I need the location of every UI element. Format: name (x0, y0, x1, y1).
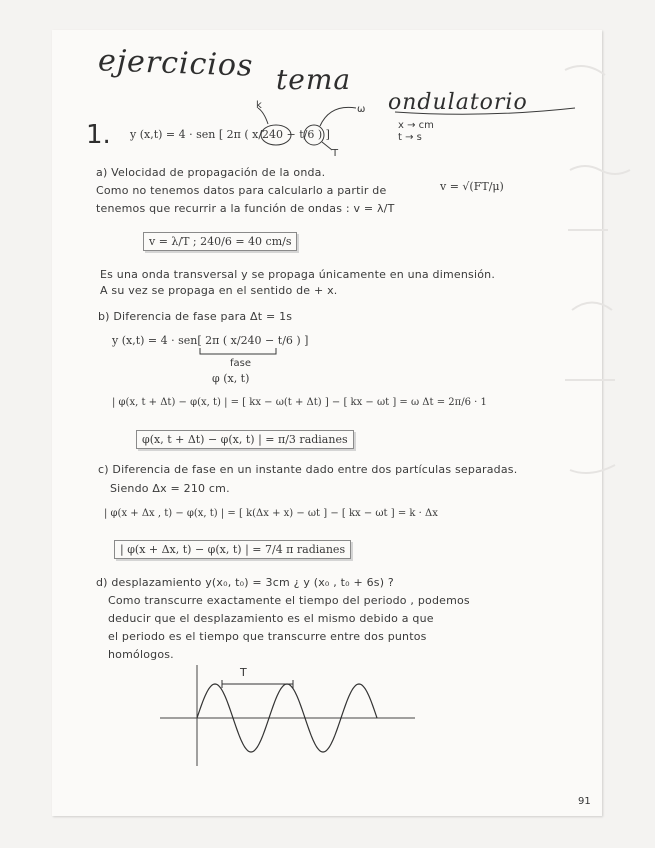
annotation-omega: ω (357, 104, 366, 115)
title-ejercicios: ejercicios (97, 43, 254, 84)
part-c-result-box: | φ(x + Δx, t) − φ(x, t) | = 7/4 π radianes (114, 540, 351, 559)
part-a-line3: Es una onda transversal y se propaga únicamente en una dimensión. (100, 268, 496, 281)
part-b-heading: b) Diferencia de fase para Δt = 1s (98, 310, 293, 323)
part-d-line4: homólogos. (108, 648, 174, 661)
units-x: x → cm (398, 120, 434, 131)
units-t: t → s (398, 132, 422, 143)
part-c-eq1: | φ(x + Δx , t) − φ(x, t) | = [ k(Δx + x) − ωt ] − [ kx − ωt ] = k · Δx (104, 508, 438, 519)
part-d-line1: Como transcurre exactamente el tiempo del periodo , podemos (108, 594, 470, 607)
part-b-eq2: | φ(x, t + Δt) − φ(x, t) | = [ kx − ω(t + Δt) ] − [ kx − ωt ] = ω Δt = 2π/6 · 1 (112, 397, 487, 408)
part-b-fase-label: fase (230, 358, 252, 369)
part-d-line3: el periodo es el tiempo que transcurre entre dos puntos (108, 630, 427, 643)
period-label: T (240, 666, 247, 679)
part-b-eq1: y (x,t) = 4 · sen[ 2π ( x/240 − t/6 ) ] (112, 334, 309, 347)
part-d-heading: d) desplazamiento y(x₀, t₀) = 3cm ¿ y (x₀ , t₀ + 6s) ? (96, 576, 394, 589)
part-c-heading: c) Diferencia de fase en un instante dado entre dos partículas separadas. (98, 463, 518, 476)
part-a-line1: Como no tenemos datos para calcularlo a partir de (96, 184, 387, 197)
title-tema: tema (276, 63, 352, 96)
annotation-T: T (332, 148, 339, 159)
part-a-result-box: v = λ/T ; 240/6 = 40 cm/s (143, 232, 297, 251)
part-a-line2: tenemos que recurrir a la función de ondas : v = λ/T (96, 202, 395, 215)
exercise-number: 1. (86, 120, 111, 150)
part-b-result-box: φ(x, t + Δt) − φ(x, t) | = π/3 radianes (136, 430, 354, 449)
part-a-line4: A su vez se propaga en el sentido de + x. (100, 284, 338, 297)
wave-equation: y (x,t) = 4 · sen [ 2π ( x/240 − t/6 ) ] (130, 128, 330, 141)
part-a-formula: v = √(FT/μ) (440, 180, 504, 193)
part-c-line1: Siendo Δx = 210 cm. (110, 482, 230, 495)
page-number: 91 (578, 796, 591, 807)
annotation-k: k (256, 100, 262, 111)
title-ondulatorio: ondulatorio (388, 90, 528, 115)
part-a-heading: a) Velocidad de propagación de la onda. (96, 166, 326, 179)
part-d-line2: deducir que el desplazamiento es el mismo debido a que (108, 612, 434, 625)
part-b-phi-label: φ (x, t) (212, 372, 250, 385)
